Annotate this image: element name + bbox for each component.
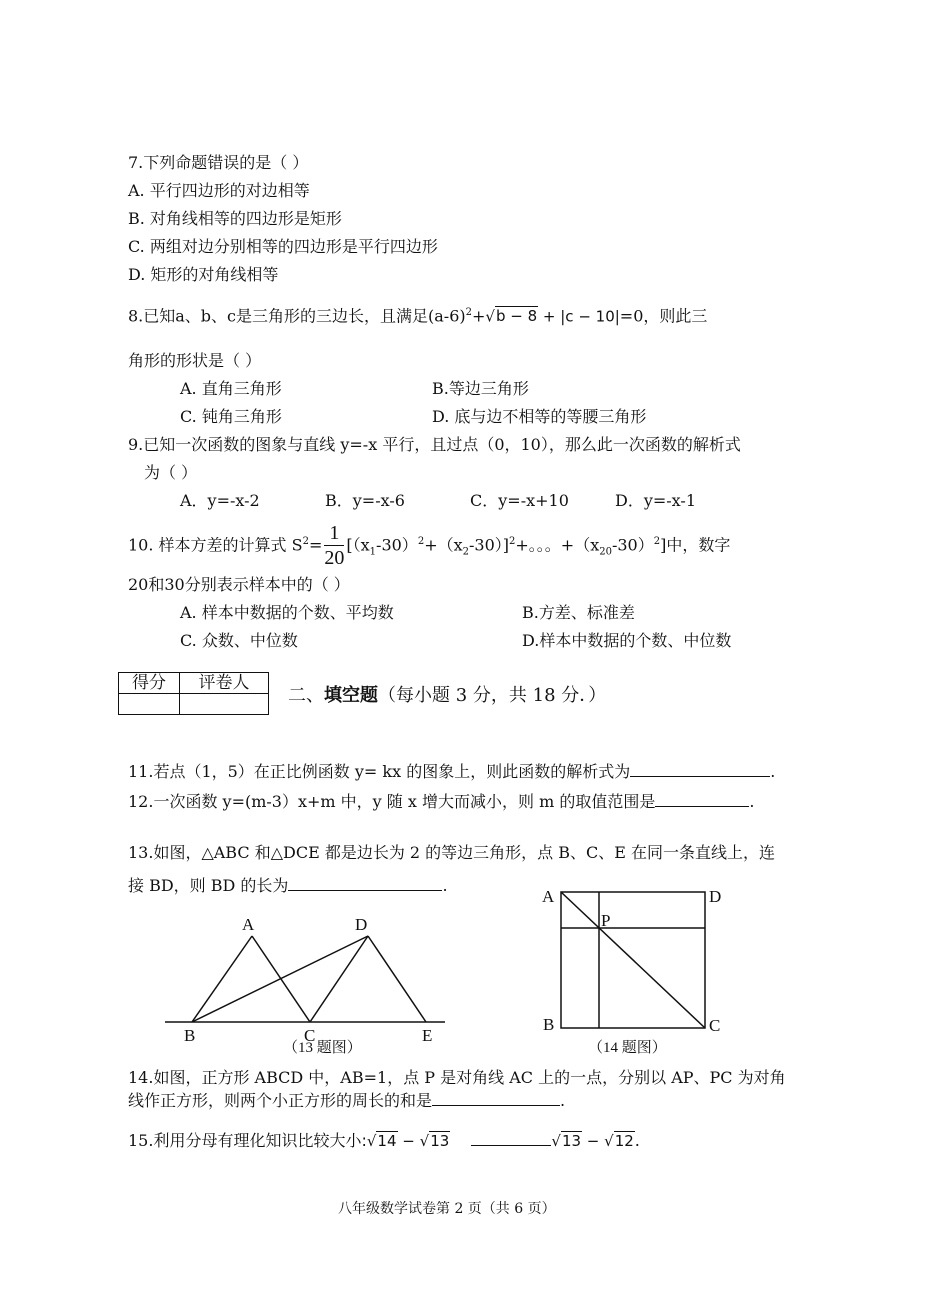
q15-radicand-13: 13 — [430, 1132, 450, 1150]
q9-stem: 9.已知一次函数的图象与直线 y=-x 平行，且过点（0，10），那么此一次函数的解析式 — [128, 435, 741, 454]
q14-line2 — [128, 1089, 565, 1112]
q15 — [128, 1127, 640, 1155]
q10-fraction-den: 20 — [324, 547, 345, 570]
page-footer: 八年级数学试卷第 2 页（共 6 页） — [338, 1201, 556, 1217]
q8-stem-continued: 角形的形状是（ ） — [128, 351, 262, 370]
q10-s-square: 2 — [302, 536, 309, 547]
q14-text: 线作正方形，则两个小正方形的周长的和是 — [128, 1091, 433, 1110]
q10-part-d: +（x — [424, 535, 463, 555]
q8-square: 2 — [465, 307, 472, 318]
q7-stem: 7.下列命题错误的是（ ） — [128, 153, 309, 172]
fig13-label-d: D — [355, 915, 368, 934]
q15-expr-left: √14 − √13 — [366, 1132, 450, 1150]
fig14-caption: （14 题图） — [588, 1040, 667, 1056]
q8-option-d: D. 底与边不相等的等腰三角形 — [432, 407, 647, 426]
q15-radicand-12: 12 — [614, 1132, 634, 1150]
fig14-label-a: A — [542, 887, 555, 906]
q10-option-a: A. 样本中数据的个数、平均数 — [180, 603, 394, 622]
q8-radicand: b − 8 — [495, 307, 538, 326]
q13-line1: 13.如图，△ABC 和△DCE 都是边长为 2 的等边三角形，点 B、C、E 在同一条直线上，连 — [128, 843, 776, 862]
q9-option-a: A．y=-x-2 — [180, 491, 260, 510]
q7-option-d: D. 矩形的对角线相等 — [128, 265, 279, 284]
q15-text: 利用分母有理化知识比较大小: — [153, 1131, 367, 1150]
score-header: 得分 — [119, 673, 180, 694]
q15-expr-right: √13 − √12 — [551, 1132, 634, 1150]
q7-option-c: C. 两组对边分别相等的四边形是平行四边形 — [128, 237, 438, 256]
q8-abs: + |c − 10| — [538, 307, 620, 326]
q12-period: . — [749, 792, 755, 811]
q8-stem-b: =0，则此三 — [619, 306, 708, 326]
q13-text: 接 BD，则 BD 的长为 — [128, 876, 289, 895]
q8-plus: + — [472, 306, 486, 326]
fig13-side-cd — [310, 936, 368, 1022]
q15-radicand-14: 14 — [377, 1132, 397, 1150]
q10-sup3: 2 — [653, 536, 661, 547]
fig14-label-b: B — [543, 1015, 555, 1034]
q8-option-a: A. 直角三角形 — [180, 379, 282, 398]
q10-option-d: D.样本中数据的个数、中位数 — [522, 631, 732, 650]
q10-part-b: [（x — [346, 535, 370, 555]
q9-option-b: B．y=-x-6 — [325, 491, 405, 510]
q10-sup2: 2 — [509, 536, 516, 547]
q7-option-b: B. 对角线相等的四边形是矩形 — [128, 209, 342, 228]
grader-header: 评卷人 — [180, 673, 269, 694]
fig14-label-c: C — [709, 1016, 721, 1035]
q10-equals: = — [308, 535, 323, 555]
q10-sub1: 1 — [369, 546, 377, 558]
fig13-label-b: B — [184, 1026, 196, 1045]
section-2-title: 填空题 — [324, 685, 378, 706]
fig13-side-ba — [192, 936, 252, 1022]
q8-option-b: B.等边三角形 — [432, 379, 529, 398]
fig14-label-d: D — [709, 887, 722, 906]
fig13-label-e: E — [422, 1026, 433, 1045]
q10-sub3: 20 — [599, 546, 612, 558]
fig13-label-a: A — [242, 915, 255, 934]
q10-sup1: 2 — [417, 536, 425, 547]
fig13-caption: （13 题图） — [283, 1040, 362, 1056]
q10-part-h: ]中，数字 — [660, 535, 731, 555]
q10-part-g: -30） — [611, 535, 654, 555]
section-2-number: 二、 — [288, 685, 324, 706]
q10-fraction-num: 1 — [324, 521, 344, 546]
q7-option-a: A. 平行四边形的对边相等 — [128, 181, 310, 200]
q10-sub2: 2 — [462, 546, 469, 558]
fig13-label-c: C — [304, 1026, 316, 1045]
q10-option-c: C. 众数、中位数 — [180, 631, 298, 650]
q8-option-c: C. 钝角三角形 — [180, 407, 282, 426]
q15-answer-blank[interactable] — [471, 1129, 551, 1146]
q8-stem-a: 8.已知a、b、c是三角形的三边长，且满足(a-6) — [128, 306, 466, 326]
q14-period: . — [560, 1091, 566, 1110]
fig14-diagonal-ac — [561, 892, 705, 1028]
q10-stem-a: 10. 样本方差的计算式 S — [128, 535, 303, 555]
q10-option-b: B.方差、标准差 — [522, 603, 635, 622]
q9-option-c: C．y=-x+10 — [470, 491, 569, 510]
q15-period: . — [634, 1131, 640, 1150]
fig14-label-p: P — [601, 911, 611, 930]
q15-number: 15. — [128, 1131, 154, 1150]
q11-text: 11.若点（1，5）在正比例函数 y= kx 的图象上，则此函数的解析式为 — [128, 762, 631, 781]
q14-answer-blank[interactable] — [432, 1089, 560, 1106]
q12-text: 12.一次函数 y=(m-3）x+m 中，y 随 x 增大而减小，则 m 的取值范围是 — [128, 792, 656, 811]
q9-option-d: D．y=-x-1 — [615, 491, 697, 510]
q10-part-f: +。。。+（x — [515, 535, 600, 555]
q9-stem-continued: 为（ ） — [144, 463, 198, 482]
q10-part-e: -30）] — [469, 535, 510, 555]
q10-stem-continued: 20和30分别表示样本中的（ ） — [128, 575, 350, 594]
q10-part-c: -30） — [376, 535, 418, 555]
q13-period: . — [442, 876, 448, 895]
q15-minus-2: − — [582, 1132, 605, 1150]
q15-minus-1: − — [397, 1132, 420, 1150]
section-2-note: （每小题 3 分，共 18 分．） — [378, 685, 607, 706]
q11-period: . — [770, 762, 776, 781]
q8-sqrt: √b − 8 — [485, 307, 538, 326]
fig13-side-de — [368, 936, 426, 1022]
fig13-segment-bd — [192, 936, 368, 1022]
q15-radicand-13b: 13 — [561, 1132, 582, 1150]
q14-line1: 14.如图，正方形 ABCD 中，AB=1，点 P 是对角线 AC 上的一点，分别以 AP、PC 为对角 — [128, 1068, 786, 1087]
